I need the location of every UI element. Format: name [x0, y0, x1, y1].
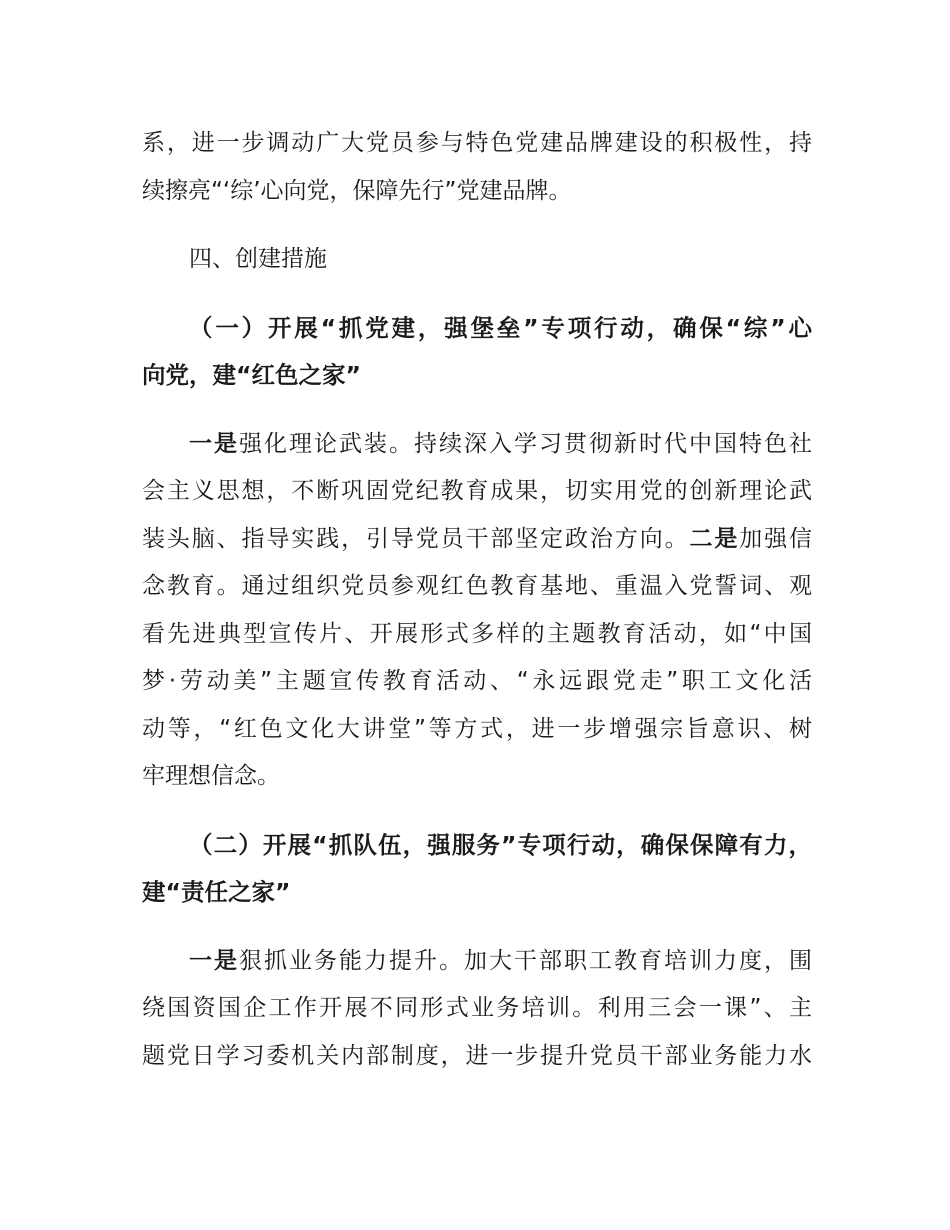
- spacer: [142, 284, 812, 305]
- text-line: 会主义思想，不断巩固党纪教育成果，切实用党的创新理论武: [142, 478, 812, 504]
- text-line: 梦·劳动美”主题宣传教育活动、“永远跟党走”职工文化活: [142, 668, 812, 694]
- text-line: 题党日学习委机关内部制度，进一步提升党员干部业务能力水: [142, 1042, 812, 1069]
- subsection-title: （一）开展“抓党建，强堡垒”专项行动，确保“综”心: [189, 313, 812, 342]
- text-line: 系，进一步调动广大党员参与特色党建品牌建设的积极性，持: [142, 130, 812, 156]
- spacer: [142, 801, 812, 822]
- document-page: [142, 120, 812, 1080]
- lead-phrase: 一是: [189, 947, 239, 974]
- subsection-title: 建“责任之家”: [142, 878, 291, 906]
- subsection-title: （二）开展“抓队伍，强服务”专项行动，确保保障有力，: [189, 830, 812, 859]
- spacer: [142, 215, 812, 236]
- text-run: 强化理论武装。持续深入学习贯彻新时代中国特色社: [239, 430, 812, 457]
- spacer: [142, 917, 812, 938]
- text-line: [142, 516, 812, 564]
- text-line: 续擦亮“‘综’心向党，保障先行”党建品牌。: [142, 177, 572, 204]
- subsection-title: 向党，建“红色之家”: [142, 361, 361, 389]
- text-line: 绕国资国企工作开展不同形式业务培训。利用三会一课”、主: [142, 995, 812, 1021]
- text-line: 念教育。通过组织党员参观红色教育基地、重温入党誓词、观: [142, 573, 812, 599]
- subsection-1: [142, 305, 812, 801]
- text-run: 加强信: [739, 525, 812, 552]
- text-line: 动等，“红色文化大讲堂”等方式，进一步增强宗旨意识、树: [142, 715, 812, 742]
- text-line: [142, 938, 812, 986]
- text-line: 牢理想信念。: [142, 763, 280, 789]
- spacer: [142, 400, 812, 421]
- lead-phrase: 二是: [689, 525, 740, 552]
- subsection-2: [142, 822, 812, 1081]
- lead-phrase: 一是: [189, 430, 239, 457]
- text-line: 看先进典型宣传片、开展形式多样的主题教育活动，如“中国: [142, 620, 812, 647]
- text-run: 狠抓业务能力提升。加大干部职工教育培训力度，围: [239, 947, 812, 974]
- text-run: 装头脑、指导实践，引导党员干部坚定政治方向。: [142, 525, 690, 552]
- section-heading: 四、创建措施: [189, 246, 327, 272]
- paragraph-intro: [142, 120, 812, 215]
- text-line: [142, 421, 812, 469]
